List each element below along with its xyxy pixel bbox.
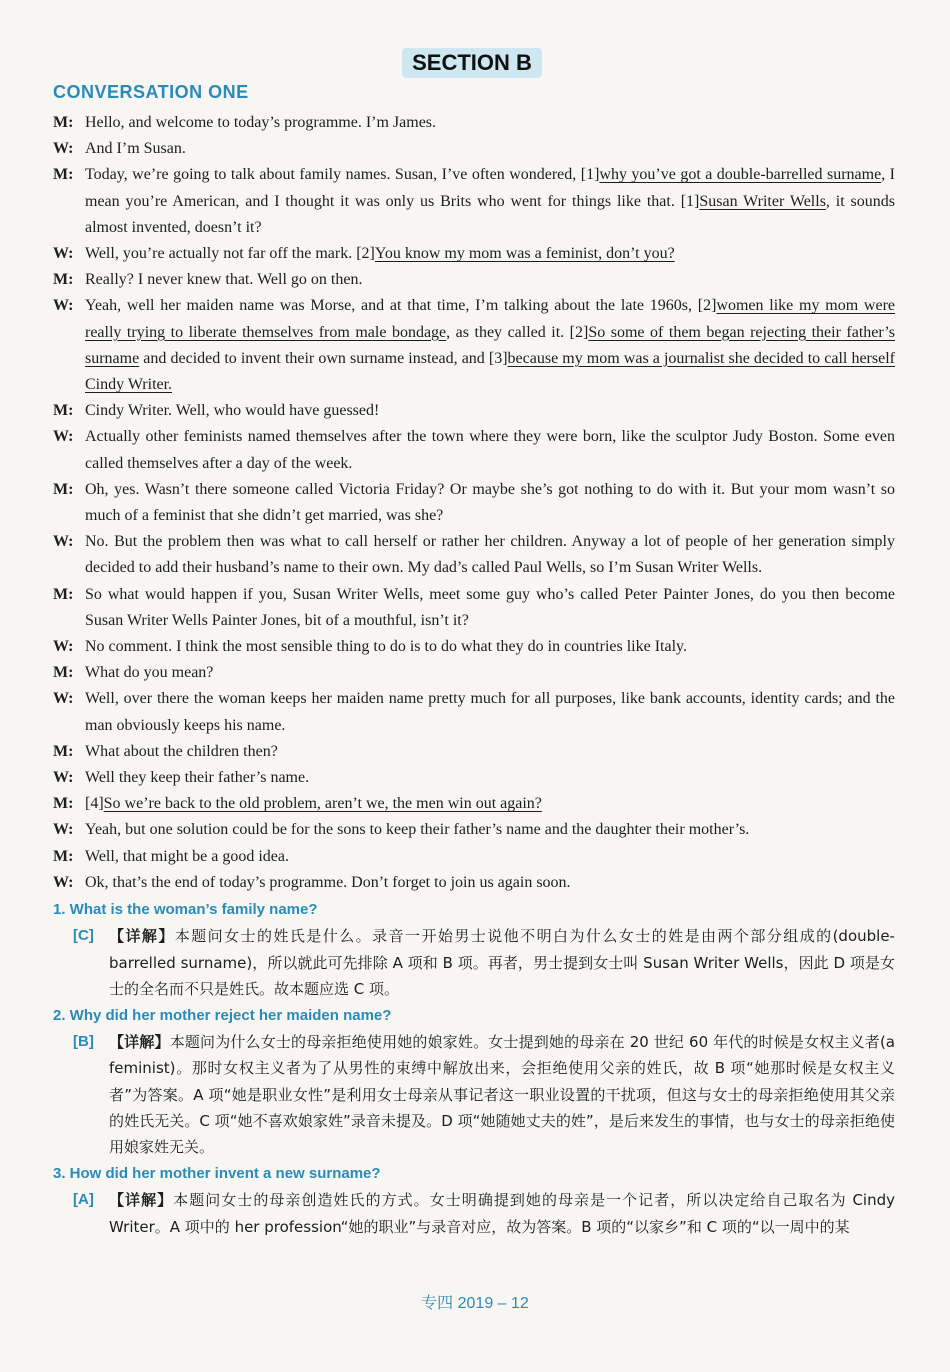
dialogue-text (85, 739, 895, 765)
explanation-body: 本题问女士的母亲创造姓氏的方式。女士明确提到她的母亲是一个记者，所以决定给自己取名为 Cindy Writer。A 项中的 her profession“她的职业”与录音对应，故为答案。B 项的“以家乡”和 C 项的“以一周中的某 (109, 1191, 895, 1236)
dialogue-line (53, 267, 895, 293)
dialogue-text (85, 529, 895, 581)
transcript (53, 110, 895, 1240)
dialogue-text (85, 110, 895, 136)
answer-key: [A] (73, 1191, 94, 1209)
dialogue-text (85, 634, 895, 660)
dialogue-line (53, 870, 895, 896)
speaker-label: M: (53, 847, 74, 865)
explanation-tag: 【详解】 (109, 1033, 170, 1052)
question-heading: 1. What is the woman’s family name? (53, 901, 318, 919)
dialogue-text (85, 136, 895, 162)
text-segment: Ok, that’s the end of today’s programme. Don’t forget to join us again soon. (85, 873, 571, 891)
speaker-label: W: (53, 245, 74, 263)
dialogue-text (85, 817, 895, 843)
speaker-label: M: (53, 795, 74, 813)
answer-block (53, 923, 895, 1002)
page-footer: 专四 2019 – 12 (421, 1295, 529, 1312)
explanation-body: 本题问女士的姓氏是什么。录音一开始男士说他不明白为什么女士的姓是由两个部分组成的(double-barrelled surname)，所以就此可先排除 A 项和 B 项。再者，男士提到女士叫 Susan Writer Wells，因此 D 项是女士的全名而不只是姓氏。故本题应选 C 项。 (109, 927, 895, 998)
question-heading: 3. How did her mother invent a new surname? (53, 1165, 381, 1183)
speaker-label: W: (53, 638, 74, 656)
dialogue-text (85, 293, 895, 398)
text-segment: Actually other feminists named themselves after the town where they were born, like the sculptor Judy Boston. Some even called themselves after a day of the week. (85, 428, 895, 472)
text-segment: Well they keep their father’s name. (85, 769, 310, 787)
answer-key: [B] (73, 1033, 94, 1051)
text-segment: and decided to invent their own surname instead, and [3] (139, 349, 508, 367)
dialogue-line (53, 529, 895, 581)
dialogue-line (53, 398, 895, 424)
dialogue-text (85, 398, 895, 424)
question-heading: 2. Why did her mother reject her maiden name? (53, 1006, 392, 1024)
text-segment: Yeah, well her maiden name was Morse, and at that time, I’m talking about the late 1960s, [2] (85, 297, 717, 315)
dialogue-line (53, 477, 895, 529)
dialogue-line (53, 791, 895, 817)
text-segment: Well, that might be a good idea. (85, 847, 289, 865)
text-segment: So what would happen if you, Susan Writer Wells, meet some guy who’s called Peter Painter Jones, do you then become Susan Writer Wells Painter Jones, bit of a mouthful, isn’t it? (85, 585, 895, 629)
speaker-label: W: (53, 690, 74, 708)
section-title: SECTION B (402, 48, 542, 78)
text-segment: Cindy Writer. Well, who would have guessed! (85, 402, 380, 420)
dialogue-line (53, 634, 895, 660)
dialogue-line (53, 739, 895, 765)
dialogue-line (53, 582, 895, 634)
text-segment: Oh, yes. Wasn’t there someone called Victoria Friday? Or maybe she’s got nothing to do with it. But your mom wasn’t so much of a feminist that she didn’t get married, was she? (85, 480, 895, 525)
dialogue-text (85, 267, 895, 293)
text-segment: , it sounds almost invented, doesn’t it? (85, 192, 896, 236)
dialogue-text (85, 162, 895, 241)
speaker-label: W: (53, 533, 74, 551)
text-segment: And I’m Susan. (85, 140, 186, 158)
text-segment: , I mean you’re American, and I thought it was only us Brits who went for things like that. [1] (85, 166, 895, 210)
underlined-clue: So some of them began rejecting their father’s surname (85, 323, 895, 367)
questions (53, 897, 895, 1240)
dialogue-line (53, 110, 895, 136)
text-segment: [4] (85, 795, 104, 813)
speaker-label: M: (53, 271, 74, 289)
dialogue-line (53, 424, 895, 476)
text-segment: Today, we’re going to talk about family names. Susan, I’ve often wondered, [1] (85, 166, 600, 184)
answer-block (53, 1187, 895, 1239)
dialogue-line (53, 844, 895, 870)
text-segment: , as they called it. [2] (446, 323, 589, 341)
explanation-body: 本题问为什么女士的母亲拒绝使用她的娘家姓。女士提到她的母亲在 20 世纪 60 年代的时候是女权主义者(a feminist)。那时女权主义者为了从男性的束缚中解放出来，会拒绝使用父亲的姓氏，故 B 项“她那时候是女权主义者”为答案。A 项“她是职业女性”是利用女士母亲从事记者这一职业设置的干扰项，但这与女士的母亲拒绝使用其父亲的姓氏无关。C 项“她不喜欢娘家姓”录音未提及。D 项“她随她丈夫的姓”，是后来发生的事情，也与女士的母亲拒绝使用娘家姓无关。 (109, 1033, 895, 1156)
text-segment: No comment. I think the most sensible thing to do is to do what they do in countries like Italy. (85, 638, 687, 656)
conversation-title: CONVERSATION ONE (53, 82, 249, 102)
answer-explanation (109, 923, 895, 1002)
speaker-label: M: (53, 664, 74, 682)
text-segment: What about the children then? (85, 742, 278, 760)
dialogue-text (85, 660, 895, 686)
text-segment: Hello, and welcome to today’s programme. I’m James. (85, 114, 437, 131)
dialogue-text (85, 686, 895, 738)
answer-explanation (109, 1187, 895, 1239)
speaker-label: W: (53, 140, 74, 158)
speaker-label: W: (53, 297, 74, 315)
underlined-clue: Susan Writer Wells (699, 192, 826, 210)
dialogue-text (85, 424, 895, 476)
dialogue-line (53, 241, 895, 267)
underlined-clue: why you’ve got a double-barrelled surname (599, 166, 882, 184)
answer-explanation (109, 1029, 895, 1160)
underlined-clue: because my mom was a journalist she decided to call herself Cindy Writer. (85, 349, 895, 394)
answer-block (53, 1029, 895, 1160)
dialogue-line (53, 162, 895, 241)
speaker-label: M: (53, 742, 74, 760)
speaker-label: W: (53, 769, 74, 787)
dialogue-text (85, 844, 895, 870)
speaker-label: M: (53, 585, 74, 603)
underlined-clue: You know my mom was a feminist, don’t you? (374, 245, 675, 263)
text-segment: No. But the problem then was what to call herself or rather her children. Anyway a lot of people of her generation simply decided to add their husband’s name to their own. My dad’s called Paul Wells, so I’m Susan Writer Wells. (85, 533, 895, 577)
explanation-tag: 【详解】 (109, 927, 175, 946)
underlined-clue: women like my mom were really trying to liberate themselves from male bondage (85, 297, 896, 341)
dialogue (53, 110, 895, 896)
dialogue-line (53, 817, 895, 843)
dialogue-line (53, 765, 895, 791)
dialogue-line (53, 293, 895, 398)
dialogue-text (85, 791, 895, 817)
underlined-clue: So we’re back to the old problem, aren’t we, the men win out again? (103, 795, 542, 813)
speaker-label: M: (53, 402, 74, 420)
text-segment: Well, you’re actually not far off the mark. [2] (85, 245, 375, 263)
speaker-label: W: (53, 821, 74, 839)
dialogue-line (53, 686, 895, 738)
answer-key: [C] (73, 927, 94, 945)
dialogue-text (85, 870, 895, 896)
speaker-label: M: (53, 166, 74, 184)
text-segment: Well, over there the woman keeps her maiden name pretty much for all purposes, like bank accounts, identity cards; and the man obviously keeps his name. (85, 690, 895, 734)
text-segment: What do you mean? (85, 664, 214, 682)
speaker-label: W: (53, 873, 74, 891)
explanation-tag: 【详解】 (109, 1191, 174, 1210)
speaker-label: W: (53, 428, 74, 446)
dialogue-text (85, 582, 895, 634)
text-segment: Yeah, but one solution could be for the sons to keep their father’s name and the daughter their mother’s. (85, 821, 750, 839)
dialogue-line (53, 136, 895, 162)
speaker-label: M: (53, 480, 74, 498)
dialogue-text (85, 765, 895, 791)
dialogue-text (85, 477, 895, 529)
dialogue-text (85, 241, 895, 267)
text-segment: Really? I never knew that. Well go on then. (85, 271, 363, 289)
speaker-label: M: (53, 114, 74, 131)
dialogue-line (53, 660, 895, 686)
